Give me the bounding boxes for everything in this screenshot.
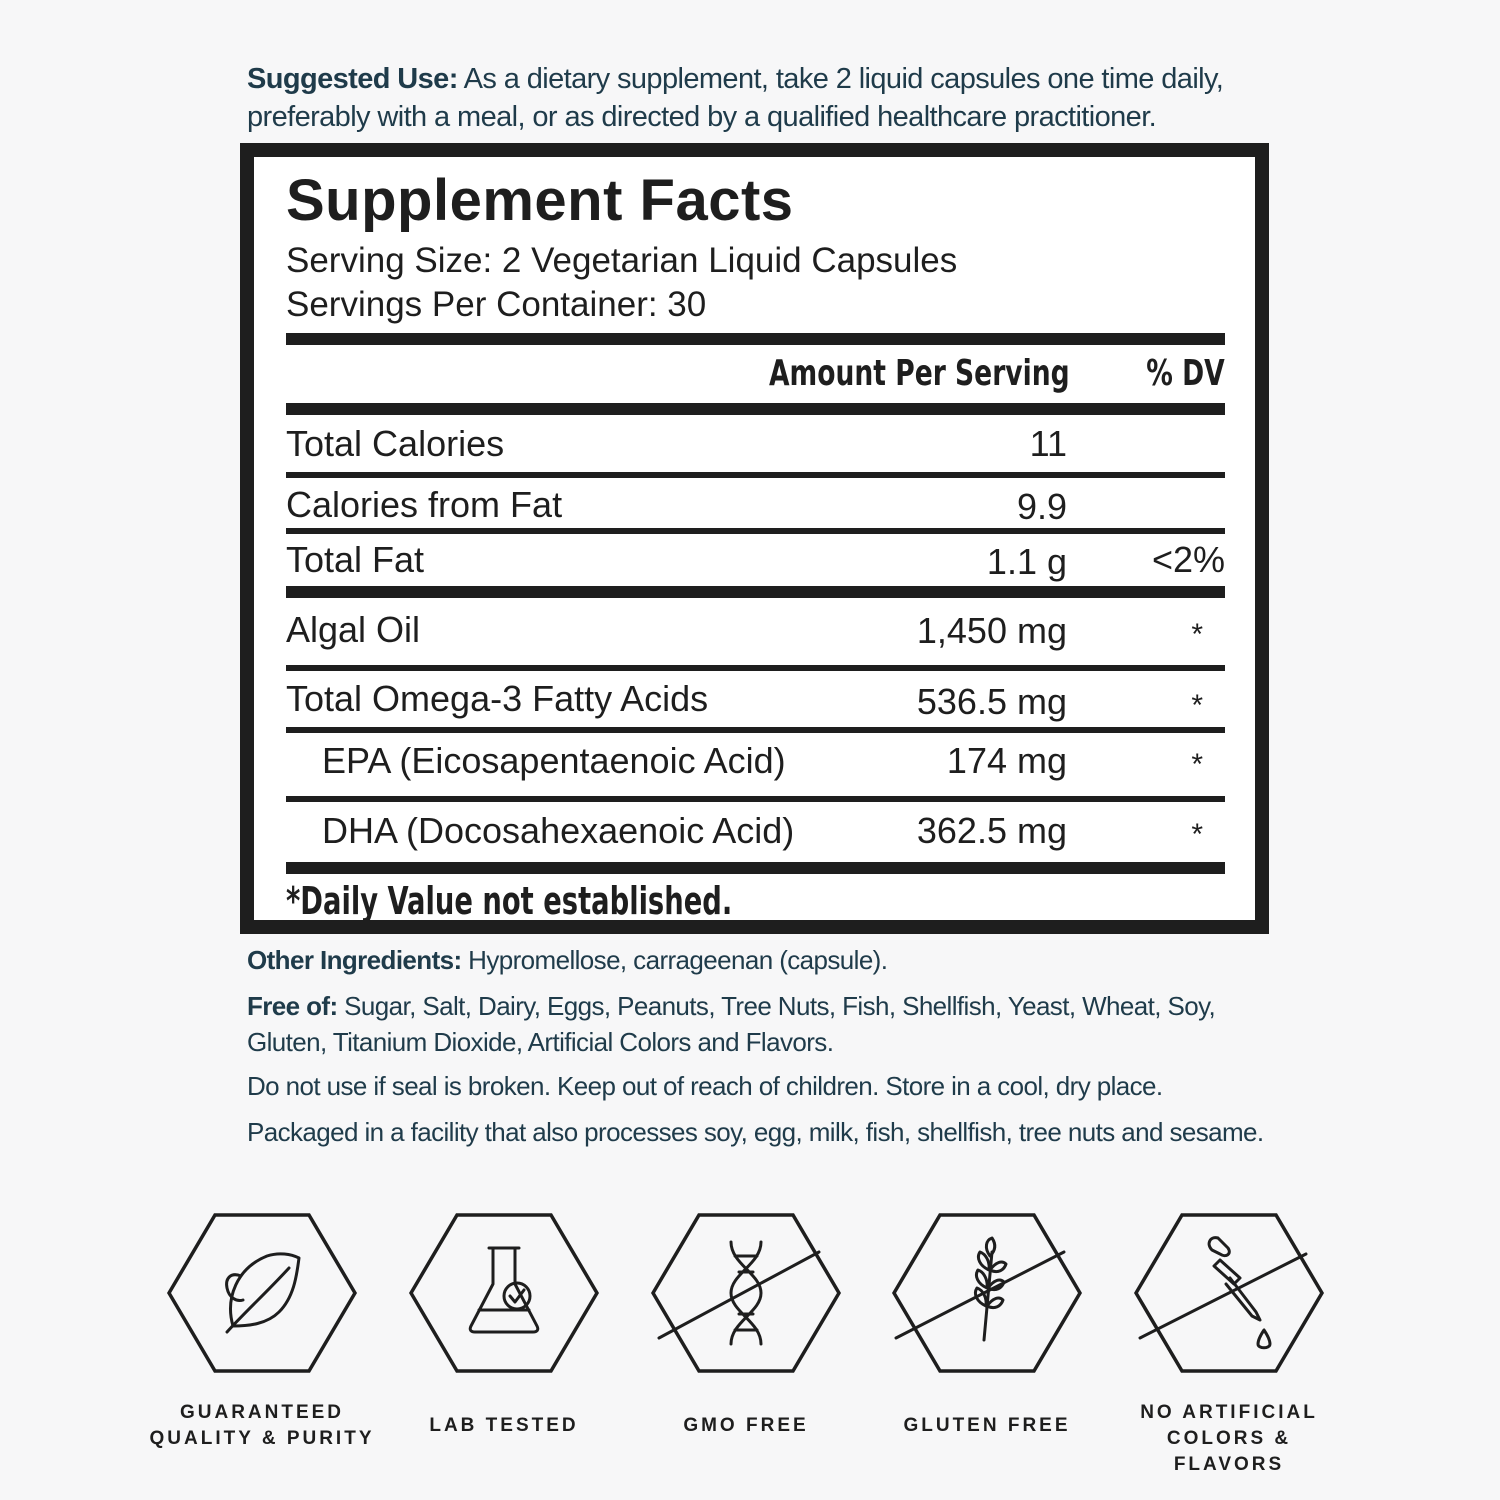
row-name-total-fat: Total Fat [286,539,425,580]
flask-check-icon [409,1212,599,1374]
badge-label-no-artificial: NO ARTIFICIAL COLORS & FLAVORS [1140,1402,1318,1475]
other-ingredients-text [247,943,1277,977]
badge-gluten-free [867,1212,1107,1439]
header-amount-per-serving: Amount Per Serving [769,353,1070,394]
divider [286,796,1225,802]
badge-gmo-free [626,1212,866,1439]
row-amount-epa: 174 mg [946,740,1067,781]
badge-label-lab-tested: LAB TESTED [429,1415,579,1436]
suggested-use-body: As a dietary supplement, take 2 liquid capsules one time daily, preferably with a meal, or as directed by a qualified healthcare practitioner. [247,63,1224,133]
badge-label-gmo-free: GMO FREE [683,1415,809,1436]
divider [286,528,1225,534]
row-dv-omega-3: * [1191,689,1203,722]
row-dv-dha: * [1191,818,1203,851]
badge-label-quality: GUARANTEED QUALITY & PURITY [149,1402,375,1449]
row-name-algal-oil: Algal Oil [286,609,421,650]
badge-lab-tested [384,1212,624,1439]
divider [286,727,1225,733]
badge-label-gluten-free: GLUTEN FREE [903,1415,1071,1436]
free-of-text [247,988,1277,1060]
facts-title: Supplement Facts [286,168,794,233]
wheat-crossed-icon [892,1212,1082,1374]
row-dv-algal-oil: * [1191,618,1203,651]
divider [286,665,1225,671]
facility-text: Packaged in a facility that also processes soy, egg, milk, fish, shellfish, tree nuts and sesame. [247,1117,1264,1147]
suggested-use-text [247,60,1277,136]
divider-thick [286,862,1225,874]
divider-thick [286,333,1225,345]
divider-thick [286,586,1225,598]
free-of-label: Free of: [247,991,338,1021]
dna-crossed-icon [651,1212,841,1374]
badge-quality [142,1212,382,1452]
daily-value-footnote: *Daily Value not established. [286,879,733,923]
row-amount-omega-3: 536.5 mg [916,681,1067,722]
row-name-calories-from-fat: Calories from Fat [286,484,563,525]
warning-text: Do not use if seal is broken. Keep out of reach of children. Store in a cool, dry place. [247,1071,1163,1101]
header-percent-dv: % DV [1146,353,1225,394]
row-name-dha: DHA (Docosahexaenoic Acid) [322,810,795,851]
row-amount-total-calories: 11 [1029,423,1067,464]
row-name-epa: EPA (Eicosapentaenoic Acid) [322,740,786,781]
servings-per-container: Servings Per Container: 30 [286,285,707,324]
free-of-body: Sugar, Salt, Dairy, Eggs, Peanuts, Tree Nuts, Fish, Shellfish, Yeast, Wheat, Soy, Gluten, Titanium Dioxide, Artificial Colors and Flavors. [247,991,1216,1057]
badge-no-artificial [1109,1212,1349,1478]
row-dv-total-fat: <2% [1151,539,1225,580]
row-amount-calories-from-fat: 9.9 [1016,486,1067,527]
supplement-facts-panel [240,143,1269,934]
other-ingredients-label: Other Ingredients: [247,945,462,975]
leaf-icon [167,1212,357,1374]
row-name-total-calories: Total Calories [286,423,505,464]
row-dv-epa: * [1191,748,1203,781]
row-amount-total-fat: 1.1 g [986,541,1067,582]
other-ingredients-body: Hypromellose, carrageenan (capsule). [461,945,888,975]
row-amount-algal-oil: 1,450 mg [916,610,1067,651]
row-amount-dha: 362.5 mg [916,810,1067,851]
suggested-use-label: Suggested Use: [247,63,458,95]
row-name-omega-3: Total Omega-3 Fatty Acids [286,678,709,719]
divider-thick [286,403,1225,415]
dropper-crossed-icon [1134,1212,1324,1374]
serving-size: Serving Size: 2 Vegetarian Liquid Capsules [286,241,958,280]
divider [286,472,1225,478]
